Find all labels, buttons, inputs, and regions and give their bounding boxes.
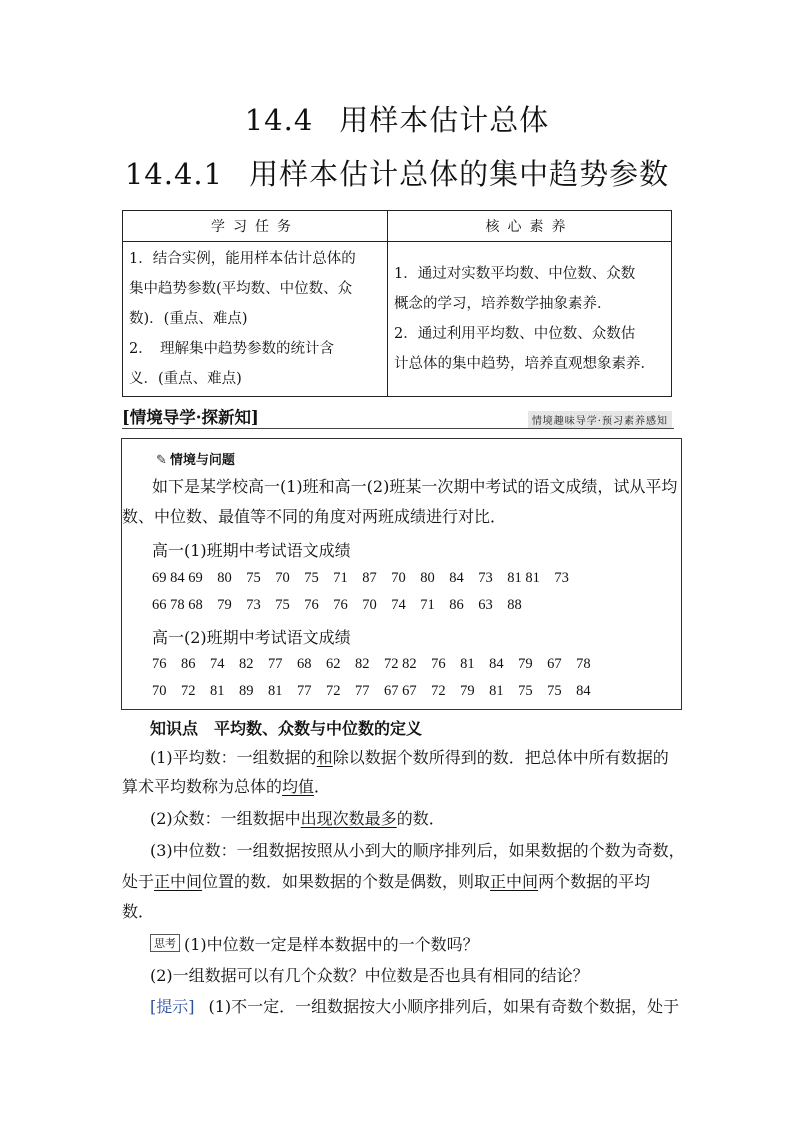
scenario-intro-2: 数、中位数、最值等不同的角度对两班成绩进行对比． [122, 507, 507, 526]
think-badge: 思考 [150, 934, 180, 952]
hint-line [150, 994, 679, 1017]
section-title [0, 98, 794, 139]
table-header-literacy: 核心素养 [388, 211, 672, 242]
pen-icon: ✎ [156, 453, 167, 468]
text-span: 位置的数．如果数据的个数是偶数，则取 [202, 872, 491, 891]
class2-scores-row-2: 70 72 81 89 81 77 72 77 67 67 72 79 81 75 75 84 [152, 683, 591, 699]
literacy-line: 1．通过对实数平均数、中位数、众数 [394, 266, 636, 282]
class1-scores-row-1: 69 84 69 80 75 70 75 71 87 70 80 84 73 81 81 73 [152, 570, 569, 586]
text-span: 除以数据个数所得到的数．把总体中所有数据的 [332, 748, 669, 767]
hint-label: [提示] [150, 997, 195, 1016]
scenario-intro-1: 如下是某学校高一(1)班和高一(2)班某一次期中考试的语文成绩，试从平均 [152, 477, 678, 496]
blank-answer: 出现次数最多 [300, 809, 397, 828]
text-span: (1)中位数一定是样本数据中的一个数吗？ [184, 935, 479, 954]
definition-median-line-3: 数． [122, 902, 155, 921]
class2-scores-row-1: 76 86 74 82 77 68 62 82 72 82 76 81 84 79 67 78 [152, 656, 591, 672]
text-span: ． [314, 777, 331, 796]
section-title-text: 用样本估计总体 [339, 103, 550, 137]
knowledge-title: 知识点 平均数、众数与中位数的定义 [150, 719, 423, 738]
literacy-cell [388, 242, 672, 397]
literacy-line: 2．通过利用平均数、中位数、众数估 [394, 326, 636, 342]
class1-title: 高一(1)班期中考试语文成绩 [152, 541, 351, 560]
think-question-2: (2)一组数据可以有几个众数？中位数是否也具有相同的结论？ [150, 966, 589, 985]
subsection-number: 14.4.1 [124, 157, 224, 191]
text-span: (2)众数：一组数据中 [150, 809, 301, 828]
text-span: 算术平均数称为总体的 [122, 777, 283, 796]
class1-scores-row-2: 66 78 68 79 73 75 76 76 70 74 71 86 63 88 [152, 597, 522, 613]
table-header-tasks: 学习任务 [123, 211, 388, 242]
definition-median-line-2 [122, 869, 650, 892]
task-line: 义．(重点、难点) [129, 371, 242, 387]
definition-mean-line-1 [150, 745, 669, 768]
text-span: 处于 [122, 872, 155, 891]
section-number: 14.4 [244, 103, 314, 137]
text-span: (1)平均数：一组数据的 [150, 748, 317, 767]
scenario-heading [156, 449, 235, 468]
think-question-1 [150, 932, 479, 955]
scenario-box [121, 438, 682, 710]
tasks-cell [123, 242, 388, 397]
definition-median-line-1: (3)中位数：一组数据按照从小到大的顺序排列后，如果数据的个数为奇数， [150, 841, 685, 860]
task-line: 1．结合实例，能用样本估计总体的 [129, 251, 356, 267]
task-line: 数)．(重点、难点) [129, 311, 248, 327]
objectives-table [122, 210, 672, 397]
task-line: 集中趋势参数(平均数、中位数、众 [129, 281, 353, 297]
hint-text: (1)不一定．一组数据按大小顺序排列后，如果有奇数个数据，处于 [208, 997, 680, 1016]
text-span: 的数． [396, 809, 445, 828]
literacy-line: 概念的学习，培养数学抽象素养． [394, 296, 612, 312]
class2-title: 高一(2)班期中考试语文成绩 [152, 628, 351, 647]
blank-answer: 正中间 [490, 872, 539, 891]
task-line: 2． 理解集中趋势参数的统计含 [129, 341, 334, 357]
blank-answer: 和 [316, 748, 333, 767]
blank-answer: 均值 [282, 777, 315, 796]
blank-answer: 正中间 [154, 872, 203, 891]
subsection-title-text: 用样本估计总体的集中趋势参数 [249, 157, 670, 191]
section-banner-tag: 情境趣味导学·预习素养感知 [528, 411, 672, 428]
section-banner [122, 404, 674, 429]
subsection-title [0, 152, 794, 193]
scenario-heading-text: 情境与问题 [169, 453, 235, 468]
section-banner-label: [情境导学·探新知] [122, 408, 259, 427]
definition-mode [150, 806, 445, 829]
definition-mean-line-2 [122, 774, 330, 797]
literacy-line: 计总体的集中趋势，培养直观想象素养． [394, 356, 655, 372]
text-span: 两个数据的平均 [538, 872, 651, 891]
